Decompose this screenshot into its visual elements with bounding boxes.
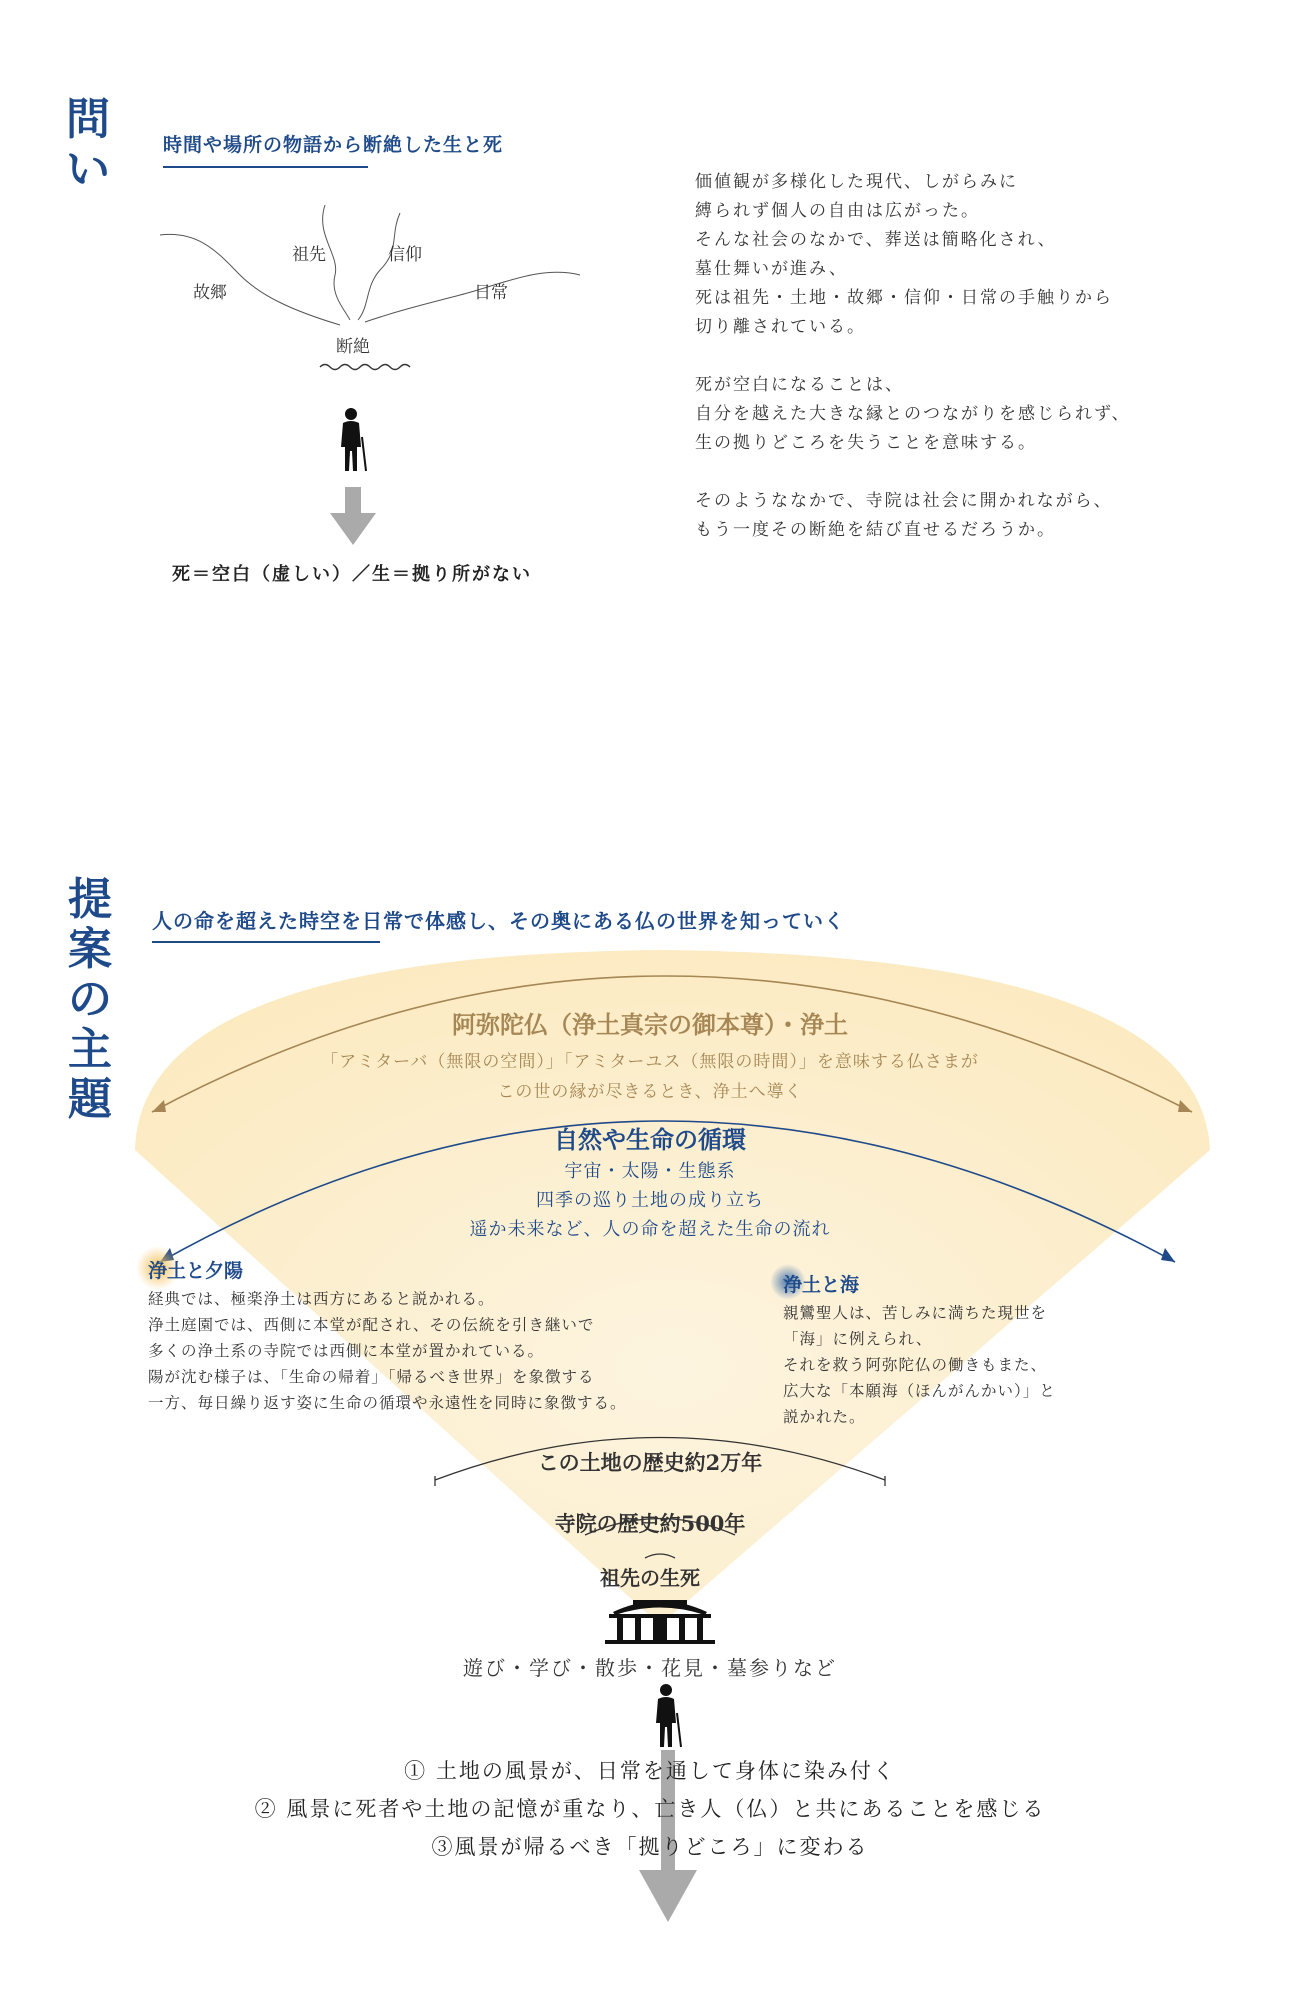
- label-faith: 信仰: [388, 245, 422, 265]
- question-subtitle-underline: [163, 166, 368, 168]
- nature-line-1: 宇宙・太陽・生態系: [564, 1161, 736, 1182]
- sunset-title: 浄土と夕陽: [148, 1260, 244, 1282]
- text-line: 「海」に例えられ、: [783, 1330, 933, 1348]
- amida-line-1: 「アミターバ（無限の空間）」「アミターユス（無限の時間）」を意味する仏さまが: [321, 1052, 979, 1072]
- proposal-heading-char: の: [68, 974, 112, 1025]
- faith-line: [358, 213, 400, 320]
- text-line: 説かれた。: [783, 1408, 866, 1426]
- proposal-heading-char: 提: [68, 874, 112, 925]
- text-line: 多くの浄土系の寺院では西側に本堂が置かれている。: [148, 1342, 545, 1360]
- amida-line-2: この世の縁が尽きるとき、浄土へ導く: [497, 1082, 803, 1102]
- temple-icon: [605, 1594, 715, 1644]
- text-line: そのようななかで、寺院は社会に開かれながら、: [695, 491, 1113, 511]
- sunset-body: [148, 1286, 627, 1416]
- question-heading: [58, 95, 118, 195]
- nature-line-3: 遥か未来など、人の命を超えた生命の流れ: [469, 1219, 831, 1240]
- proposal-heading-char: 題: [68, 1074, 112, 1125]
- text-line: それを救う阿弥陀仏の働きもまた、: [783, 1356, 1048, 1374]
- text-line: 墓仕舞いが進み、: [695, 259, 849, 279]
- proposal-steps: [0, 1752, 1300, 1866]
- question-paragraph-3: [695, 487, 1255, 545]
- question-paragraph-2: [695, 371, 1255, 458]
- ancestor-line: [323, 205, 350, 320]
- person-with-cane-icon: [337, 407, 371, 473]
- proposal-subtitle: 人の命を超えた時空を日常で体感し、その奥にある仏の世界を知っていく: [152, 909, 845, 933]
- question-body: [695, 168, 1255, 574]
- nature-title: 自然や生命の循環: [554, 1125, 746, 1154]
- ancestors-label: 祖先の生死: [600, 1566, 700, 1590]
- text-line: もう一度その断絶を結び直せるだろうか。: [695, 520, 1056, 540]
- text-line: 生の拠りどころを失うことを意味する。: [695, 433, 1037, 453]
- proposal-heading-char: 主: [68, 1024, 112, 1075]
- question-paragraph-1: [695, 168, 1255, 342]
- step-item: ② 風景に死者や土地の記憶が重なり、亡き人（仏）と共にあることを感じる: [254, 1797, 1046, 1821]
- text-line: 縛られず個人の自由は広がった。: [695, 201, 980, 221]
- text-line: 浄土庭園では、西側に本堂が配され、その伝統を引き継いで: [148, 1316, 595, 1334]
- label-hometown: 故郷: [193, 283, 227, 303]
- temple-history-label: 寺院の歴史約500年: [554, 1511, 746, 1536]
- question-result: 死＝空白（虚しい）／生＝拠り所がない: [172, 564, 532, 585]
- step-item: ③風景が帰るべき「拠りどころ」に変わる: [431, 1835, 869, 1859]
- label-ancestor: 祖先: [292, 245, 326, 265]
- text-line: 死が空白になることは、: [695, 375, 904, 395]
- text-line: 一方、毎日繰り返す姿に生命の循環や永遠性を同時に象徴する。: [148, 1394, 627, 1412]
- text-line: 経典では、極楽浄土は西方にあると説かれる。: [148, 1290, 495, 1308]
- text-line: 親鸞聖人は、苦しみに満ちた現世を: [783, 1304, 1048, 1322]
- amida-title: 阿弥陀仏（浄土真宗の御本尊）・浄土: [452, 1010, 848, 1039]
- proposal-heading-char: 案: [68, 924, 112, 975]
- nature-line-2: 四季の巡り土地の成り立ち: [536, 1190, 764, 1211]
- text-line: 広大な「本願海（ほんがんかい）」と: [783, 1382, 1056, 1400]
- sea-body: [783, 1300, 1056, 1430]
- question-heading-char: い: [66, 144, 110, 195]
- daily-line: [365, 272, 580, 322]
- activities-label: 遊び・学び・散歩・花見・墓参りなど: [463, 1656, 837, 1680]
- step-item: ① 土地の風景が、日常を通して身体に染み付く: [404, 1759, 896, 1783]
- down-arrow-icon: [330, 487, 376, 545]
- question-heading-char: 問: [66, 94, 110, 145]
- severance-wave: [320, 365, 410, 370]
- label-daily: 日常: [474, 283, 508, 303]
- question-subtitle: 時間や場所の物語から断絶した生と死: [163, 134, 504, 156]
- text-line: 陽が沈む様子は、「生命の帰着」「帰るべき世界」を象徴する: [148, 1368, 595, 1386]
- text-line: 自分を越えた大きな縁とのつながりを感じられず、: [695, 404, 1131, 424]
- text-line: 価値観が多様化した現代、しがらみに: [695, 172, 1018, 192]
- sea-title: 浄土と海: [783, 1274, 860, 1296]
- person-with-cane-icon: [652, 1683, 686, 1749]
- text-line: 死は祖先・土地・故郷・信仰・日常の手触りから: [695, 288, 1113, 308]
- land-history-label: この土地の歴史約2万年: [537, 1450, 763, 1475]
- label-severance: 断絶: [336, 337, 370, 357]
- text-line: そんな社会のなかで、葬送は簡略化され、: [695, 230, 1057, 250]
- text-line: 切り離されている。: [695, 317, 866, 337]
